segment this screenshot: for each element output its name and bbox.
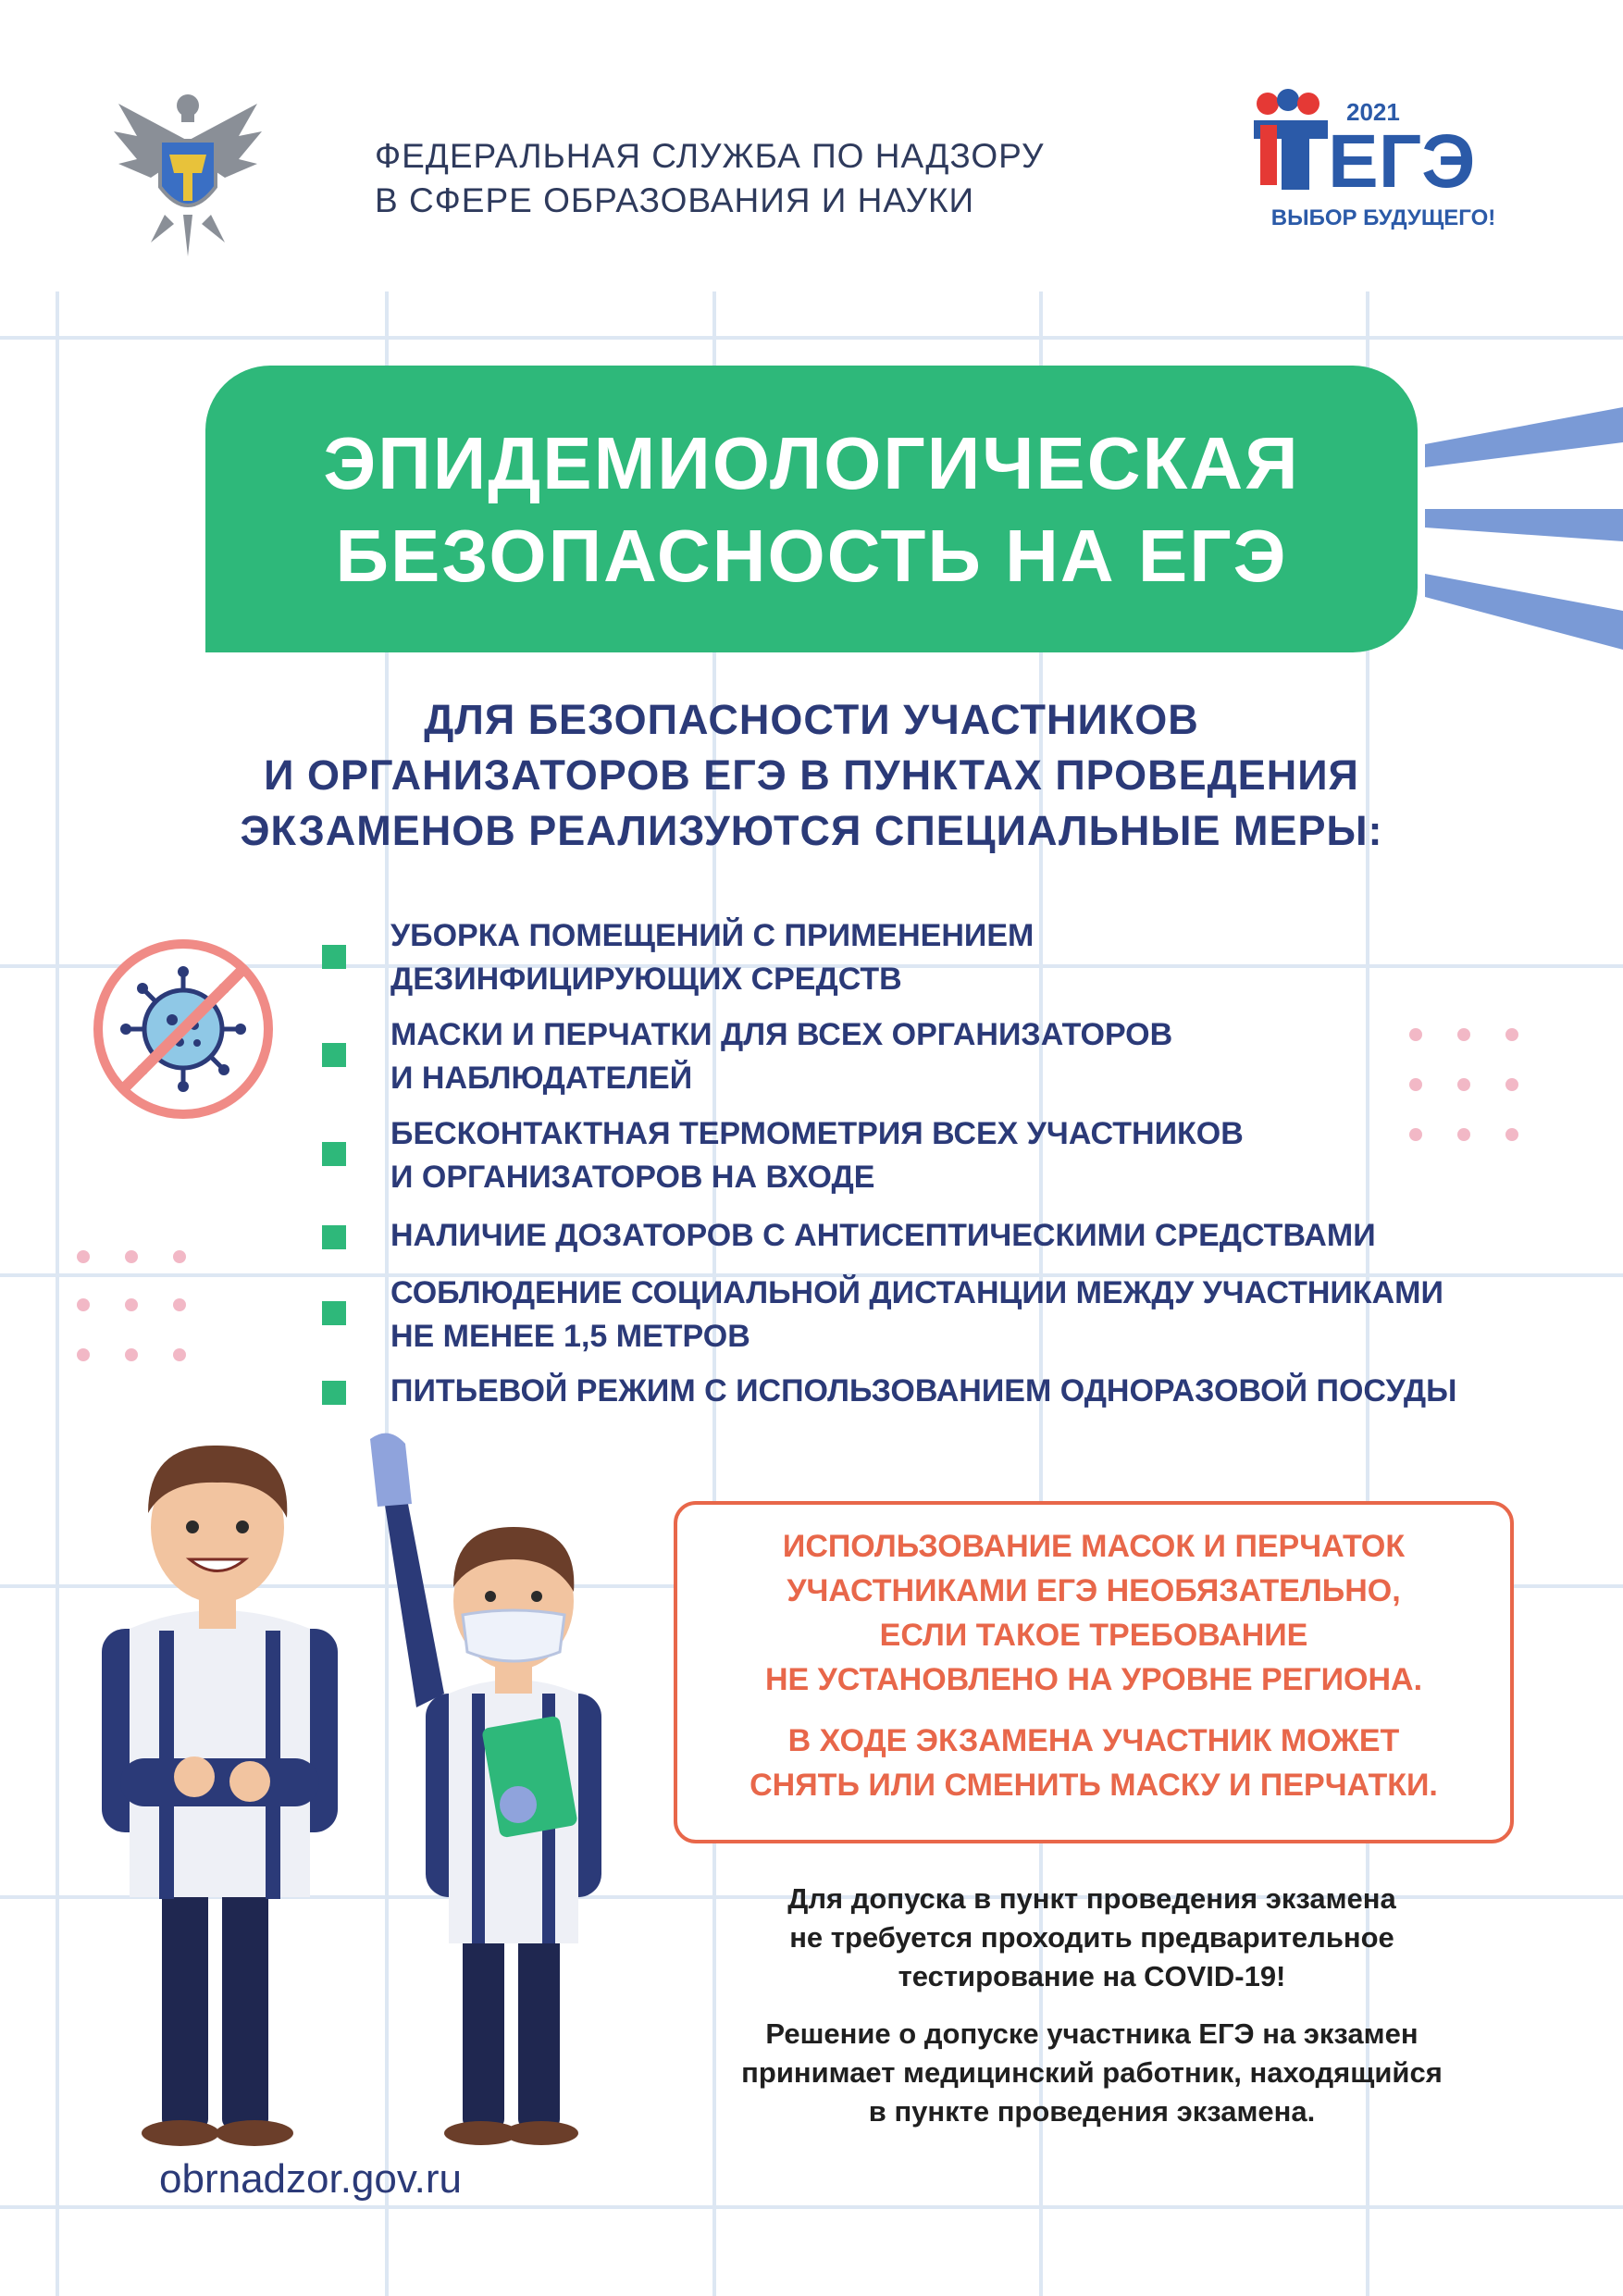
list-bullet [322,945,346,969]
measure-item-1: УБОРКА ПОМЕЩЕНИЙ С ПРИМЕНЕНИЕМ ДЕЗИНФИЦИРУЮЩИХ СРЕДСТВ [390,918,1035,997]
list-bullet [322,1142,346,1166]
students-illustration [74,1388,666,2147]
intro-line-3: ЭКЗАМЕНОВ РЕАЛИЗУЮТСЯ СПЕЦИАЛЬНЫЕ МЕРЫ: [240,807,1383,854]
note-line-3: тестирование на COVID-19! [898,1960,1286,1992]
measure-item-6: ПИТЬЕВОЙ РЕЖИМ С ИСПОЛЬЗОВАНИЕМ ОДНОРАЗОВОЙ ПОСУДЫ [390,1373,1457,1409]
notice-line-1: ИСПОЛЬЗОВАНИЕ МАСОК И ПЕРЧАТОК [782,1529,1406,1564]
note-line-1: Для допуска в пункт проведения экзамена [787,1882,1396,1915]
title-line-2: БЕЗОПАСНОСТЬ НА ЕГЭ [335,515,1288,597]
title-banner [205,366,1418,652]
note-line-6: в пункте проведения экзамена. [868,2095,1316,2128]
virus-prohibited-icon [91,937,276,1122]
intro-line-2: И ОРГАНИЗАТОРОВ ЕГЭ В ПУНКТАХ ПРОВЕДЕНИЯ [264,751,1359,799]
measure-item-5: СОБЛЮДЕНИЕ СОЦИАЛЬНОЙ ДИСТАНЦИИ МЕЖДУ УЧАСТНИКАМИ НЕ МЕНЕЕ 1,5 МЕТРОВ [390,1275,1443,1354]
decorative-dots-left [67,1247,205,1368]
notice-line-2: УЧАСТНИКАМИ ЕГЭ НЕОБЯЗАТЕЛЬНО, [787,1573,1401,1608]
notice-line-3: ЕСЛИ ТАКОЕ ТРЕБОВАНИЕ [879,1618,1308,1653]
measure-item-2: МАСКИ И ПЕРЧАТКИ ДЛЯ ВСЕХ ОРГАНИЗАТОРОВ И НАБЛЮДАТЕЛЕЙ [390,1017,1173,1096]
notice-box [674,1501,1514,1843]
notice-line-4: НЕ УСТАНОВЛЕНО НА УРОВНЕ РЕГИОНА. [764,1662,1423,1697]
org-name-line-1: ФЕДЕРАЛЬНАЯ СЛУЖБА ПО НАДЗОРУ [375,137,1045,175]
org-name-line-2: В СФЕРЕ ОБРАЗОВАНИЯ И НАУКИ [375,181,975,219]
note-line-5: принимает медицинский работник, находящийся [741,2056,1443,2089]
measure-item-4: НАЛИЧИЕ ДОЗАТОРОВ С АНТИСЕПТИЧЕСКИМИ СРЕДСТВАМИ [390,1218,1376,1253]
notice-line-5: В ХОДЕ ЭКЗАМЕНА УЧАСТНИК МОЖЕТ [787,1723,1400,1758]
note-line-2: не требуется проходить предварительное [789,1921,1394,1954]
list-bullet [322,1225,346,1249]
student-arms-crossed [102,1446,338,2146]
note-line-4: Решение о допуске участника ЕГЭ на экзамен [765,2017,1419,2050]
title-line-1: ЭПИДЕМИОЛОГИЧЕСКАЯ [323,422,1300,504]
list-bullet [322,1043,346,1067]
emblem-icon [109,85,266,261]
measure-item-3: БЕСКОНТАКТНАЯ ТЕРМОМЕТРИЯ ВСЕХ УЧАСТНИКОВ И ОРГАНИЗАТОРОВ НА ВХОДЕ [390,1116,1244,1195]
notice-line-6: СНЯТЬ ИЛИ СМЕНИТЬ МАСКУ И ПЕРЧАТКИ. [750,1768,1438,1803]
ege-name: ЕГЭ [1328,119,1476,204]
list-bullet [322,1301,346,1325]
ege-tagline: ВЫБОР БУДУЩЕГО! [1270,205,1496,230]
ege-year: 2021 [1346,98,1400,126]
intro-line-1: ДЛЯ БЕЗОПАСНОСТИ УЧАСТНИКОВ [424,696,1199,743]
student-masked-waving [370,1433,601,2145]
decorative-rays [1425,389,1623,666]
website-link[interactable]: obrnadzor.gov.ru [159,2156,462,2202]
